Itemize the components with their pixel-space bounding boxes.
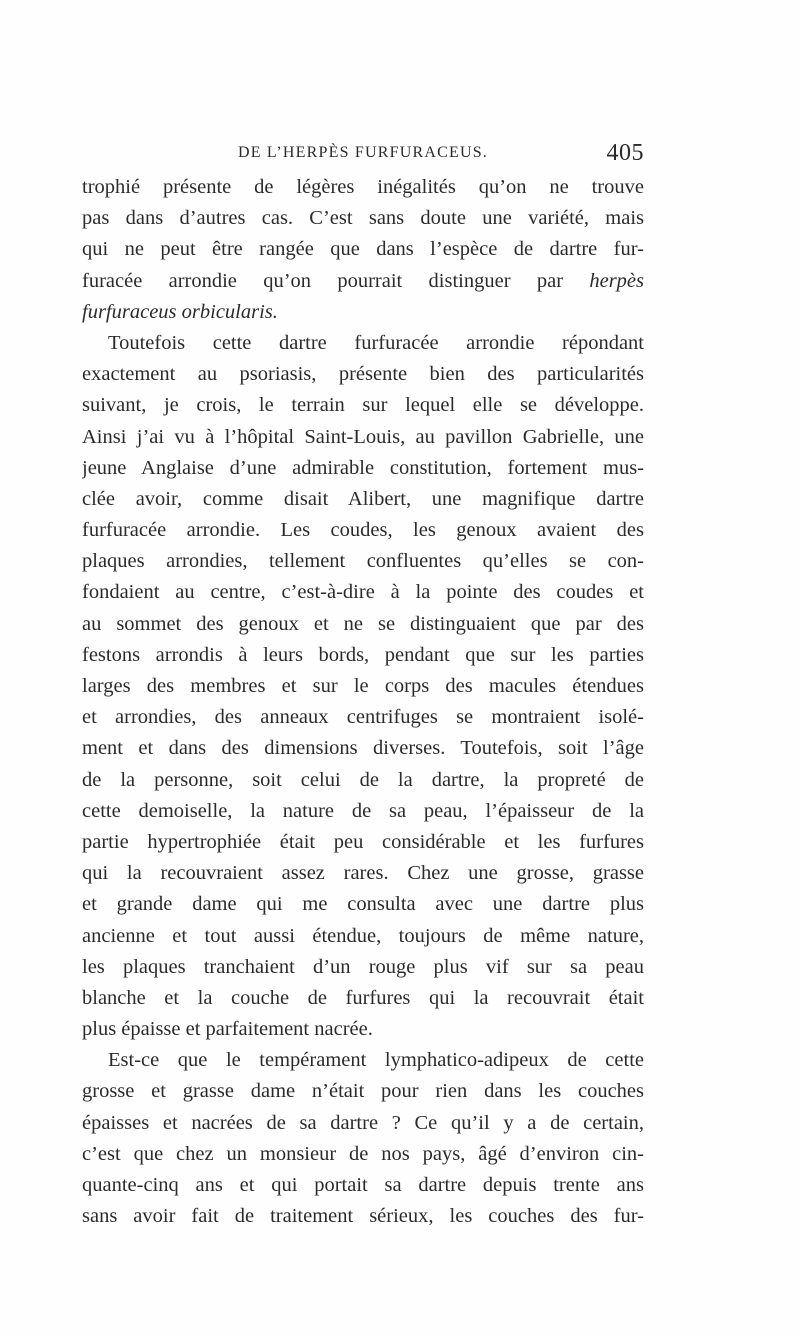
page-number: 405 xyxy=(606,140,644,166)
text-line: qui ne peut être rangée que dans l’espèce de dartre fur- xyxy=(82,238,644,261)
text-line: jeune Anglaise d’une admirable constitution, fortement mus- xyxy=(82,456,644,479)
text-line: larges des membres et sur le corps des macules étendues xyxy=(82,675,644,697)
italic-term: herpès xyxy=(589,269,644,292)
text-line: cette demoiselle, la nature de sa peau, l’épaisseur de la xyxy=(82,799,644,822)
text-line-start: furacée arrondie qu’on pourrait distinguer par xyxy=(82,269,590,292)
text-line: les plaques tranchaient d’un rouge plus vif sur sa peau xyxy=(82,955,644,978)
italic-term: furfuraceus orbicularis. xyxy=(82,300,278,323)
text-line: et grande dame qui me consulta avec une dartre plus xyxy=(82,893,644,916)
text-line: c’est que chez un monsieur de nos pays, âgé d’environ cin- xyxy=(82,1142,644,1165)
text-line: plaques arrondies, tellement confluentes qu’elles se con- xyxy=(82,550,644,573)
text-line: plus épaisse et parfaitement nacrée. xyxy=(82,1018,373,1041)
text-line: festons arrondis à leurs bords, pendant que sur les parties xyxy=(82,643,644,666)
text-line xyxy=(82,297,644,328)
text-line xyxy=(82,266,644,297)
paragraph-start-line: Est-ce que le tempérament lymphatico-adipeux de cette xyxy=(108,1049,644,1072)
text-line: de la personne, soit celui de la dartre, la propreté de xyxy=(82,768,644,791)
text-line: quante-cinq ans et qui portait sa dartre depuis trente ans xyxy=(82,1174,644,1196)
text-line: suivant, je crois, le terrain sur lequel elle se développe. xyxy=(82,394,644,417)
text-line: fondaient au centre, c’est-à-dire à la pointe des coudes et xyxy=(82,581,644,604)
text-line: clée avoir, comme disait Alibert, une magnifique dartre xyxy=(82,487,644,510)
text-line: qui la recouvraient assez rares. Chez une grosse, grasse xyxy=(82,862,644,885)
text-line: trophié présente de légères inégalités qu’on ne trouve xyxy=(82,176,644,198)
text-line: exactement au psoriasis, présente bien des particularités xyxy=(82,363,644,386)
text-line: grosse et grasse dame n’était pour rien dans les couches xyxy=(82,1080,644,1103)
text-line: ancienne et tout aussi étendue, toujours de même nature, xyxy=(82,924,644,947)
text-line: ment et dans des dimensions diverses. Toutefois, soit l’âge xyxy=(82,737,644,760)
text-line: au sommet des genoux et ne se distinguaient que par des xyxy=(82,612,644,635)
text-line: blanche et la couche de furfures qui la recouvrait était xyxy=(82,986,644,1009)
text-line: et arrondies, des anneaux centrifuges se montraient isolé- xyxy=(82,706,644,729)
text-line: épaisses et nacrées de sa dartre ? Ce qu’il y a de certain, xyxy=(82,1111,644,1134)
paragraph-start-line: Toutefois cette dartre furfuracée arrondie répondant xyxy=(108,331,644,354)
body-text xyxy=(82,172,644,1232)
page-header xyxy=(82,140,644,170)
running-head: DE L’HERPÈS FURFURACEUS. xyxy=(237,144,489,161)
text-line: partie hypertrophiée était peu considérable et les furfures xyxy=(82,830,644,853)
text-line: furfuracée arrondie. Les coudes, les genoux avaient des xyxy=(82,519,644,542)
text-line: pas dans d’autres cas. C’est sans doute une variété, mais xyxy=(82,207,644,230)
text-line: sans avoir fait de traitement sérieux, les couches des fur- xyxy=(82,1205,644,1228)
text-line: Ainsi j’ai vu à l’hôpital Saint-Louis, au pavillon Gabrielle, une xyxy=(82,425,644,448)
